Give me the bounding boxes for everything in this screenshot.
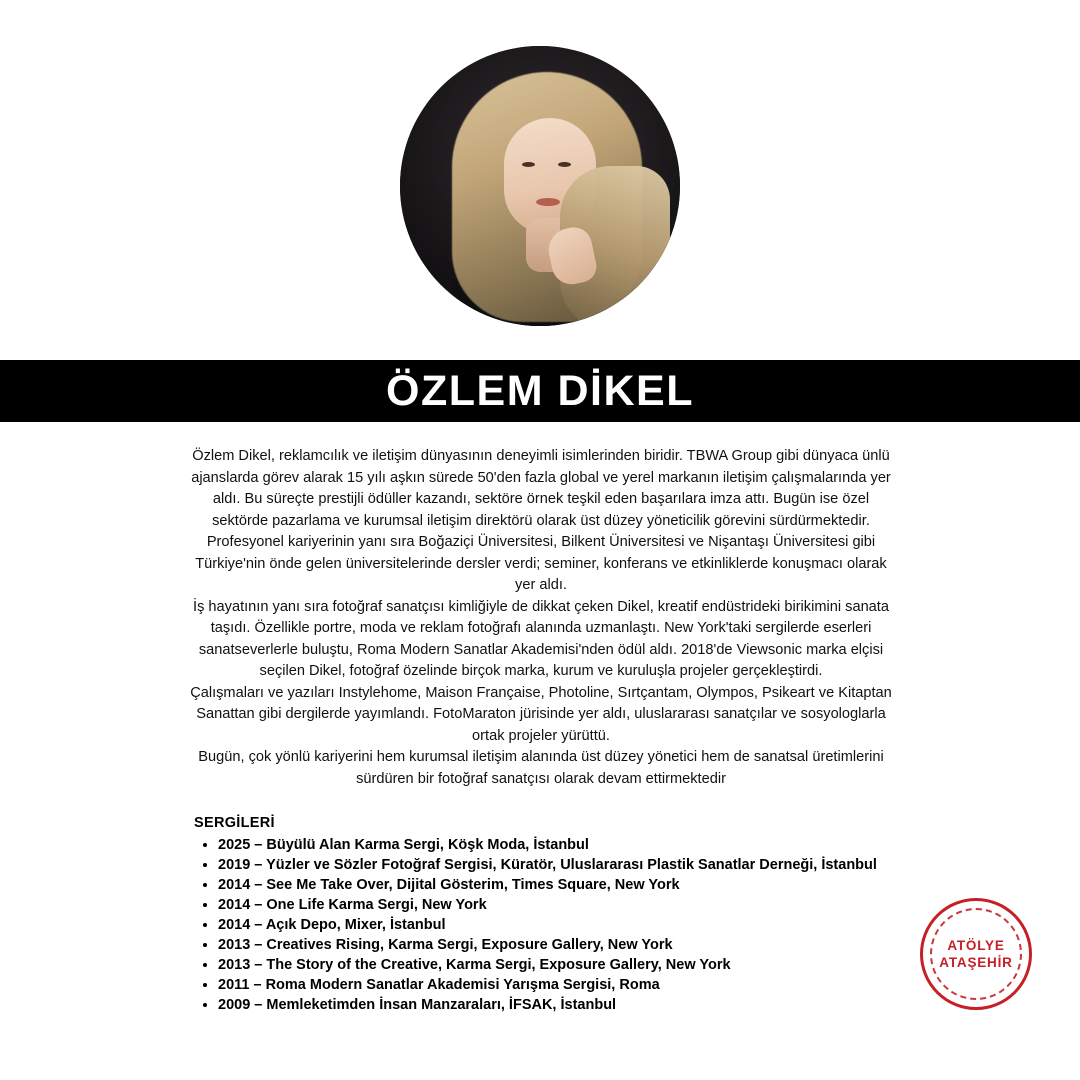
- list-item: • 2025 – Büyülü Alan Karma Sergi, Köşk Moda, İstanbul: [218, 835, 954, 855]
- photo-eye-right: [558, 162, 571, 167]
- list-item: • 2019 – Yüzler ve Sözler Fotoğraf Sergisi, Küratör, Uluslararası Plastik Sanatlar Derneği, İstanbul: [218, 855, 954, 875]
- exhibitions-section: [194, 815, 954, 1015]
- bio-paragraph: Profesyonel kariyerinin yanı sıra Boğaziçi Üniversitesi, Bilkent Üniversitesi ve Nişantaşı Üniversitesi gibi Türkiye'nin önde gelen üniversitelerinde dersler verdi; seminer, konferans ve etkinliklerde konuşmacı olarak yer aldı.: [195, 534, 887, 593]
- exhibitions-list: [218, 835, 954, 1015]
- atolye-atasehir-logo: [920, 898, 1032, 1010]
- list-item: • 2013 – Creatives Rising, Karma Sergi, Exposure Gallery, New York: [218, 935, 954, 955]
- bio-paragraph: Çalışmaları ve yazıları Instylehome, Maison Française, Photoline, Sırtçantam, Olympos, Psikeart ve Kitaptan Sanattan gibi dergilerde yayımlandı. FotoMaraton jürisinde yer aldı, uluslararası sanatçılar ve sosyologlarla ortak projeler yürüttü.: [190, 684, 892, 744]
- photo-lips: [536, 198, 560, 206]
- bio-paragraph: Özlem Dikel, reklamcılık ve iletişim dünyasının deneyimli isimlerinden biridir. TBWA Group gibi dünyaca ünlü ajanslarda görev alarak 15 yılı aşkın sürede 50'den fazla global ve yerel markanın iletişim çalışmalarında yer aldı. Bu süreçte prestijli ödüller kazandı, sektöre örnek teşkil eden başarılara imza attı. Bugün ise özel sektörde pazarlama ve kurumsal iletişim direktörü olarak üst düzey yöneticilik görevini sürdürmektedir.: [191, 448, 891, 529]
- logo-line-2: ATAŞEHİR: [939, 955, 1013, 970]
- list-item: • 2013 – The Story of the Creative, Karma Sergi, Exposure Gallery, New York: [218, 955, 954, 975]
- avatar: [400, 46, 680, 326]
- biography: [188, 446, 894, 790]
- list-item: • 2011 – Roma Modern Sanatlar Akademisi Yarışma Sergisi, Roma: [218, 975, 954, 995]
- exhibitions-title: SERGİLERİ: [194, 815, 275, 831]
- logo-line-1: ATÖLYE: [947, 938, 1005, 953]
- list-item: • 2014 – Açık Depo, Mixer, İstanbul: [218, 915, 954, 935]
- bio-paragraph: Bugün, çok yönlü kariyerini hem kurumsal iletişim alanında üst düzey yönetici hem de sanatsal üretimlerini sürdüren bir fotoğraf sanatçısı olarak devam ettirmektedir: [198, 749, 884, 787]
- page-title: ÖZLEM DİKEL: [386, 366, 694, 415]
- name-banner: [0, 360, 1080, 422]
- photo-eye-left: [522, 162, 535, 167]
- list-item: • 2014 – See Me Take Over, Dijital Gösterim, Times Square, New York: [218, 875, 954, 895]
- bio-paragraph: İş hayatının yanı sıra fotoğraf sanatçısı kimliğiyle de dikkat çeken Dikel, kreatif endüstrideki birikimini sanata taşıdı. Özellikle portre, moda ve reklam fotoğrafı alanında uzmanlaştı. New York'taki sergilerde eserleri sanatseverlerle buluştu, Roma Modern Sanatlar Akademisi'nden ödül aldı. 2018'de Viewsonic marka elçisi seçilen Dikel, fotoğraf özelinde birçok marka, kurum ve kuruluşla projeler gerçekleştirdi.: [193, 598, 889, 679]
- list-item: • 2014 – One Life Karma Sergi, New York: [218, 895, 954, 915]
- portrait-photo: [400, 46, 680, 326]
- list-item: • 2009 – Memleketimden İnsan Manzaraları, İFSAK, İstanbul: [218, 995, 954, 1015]
